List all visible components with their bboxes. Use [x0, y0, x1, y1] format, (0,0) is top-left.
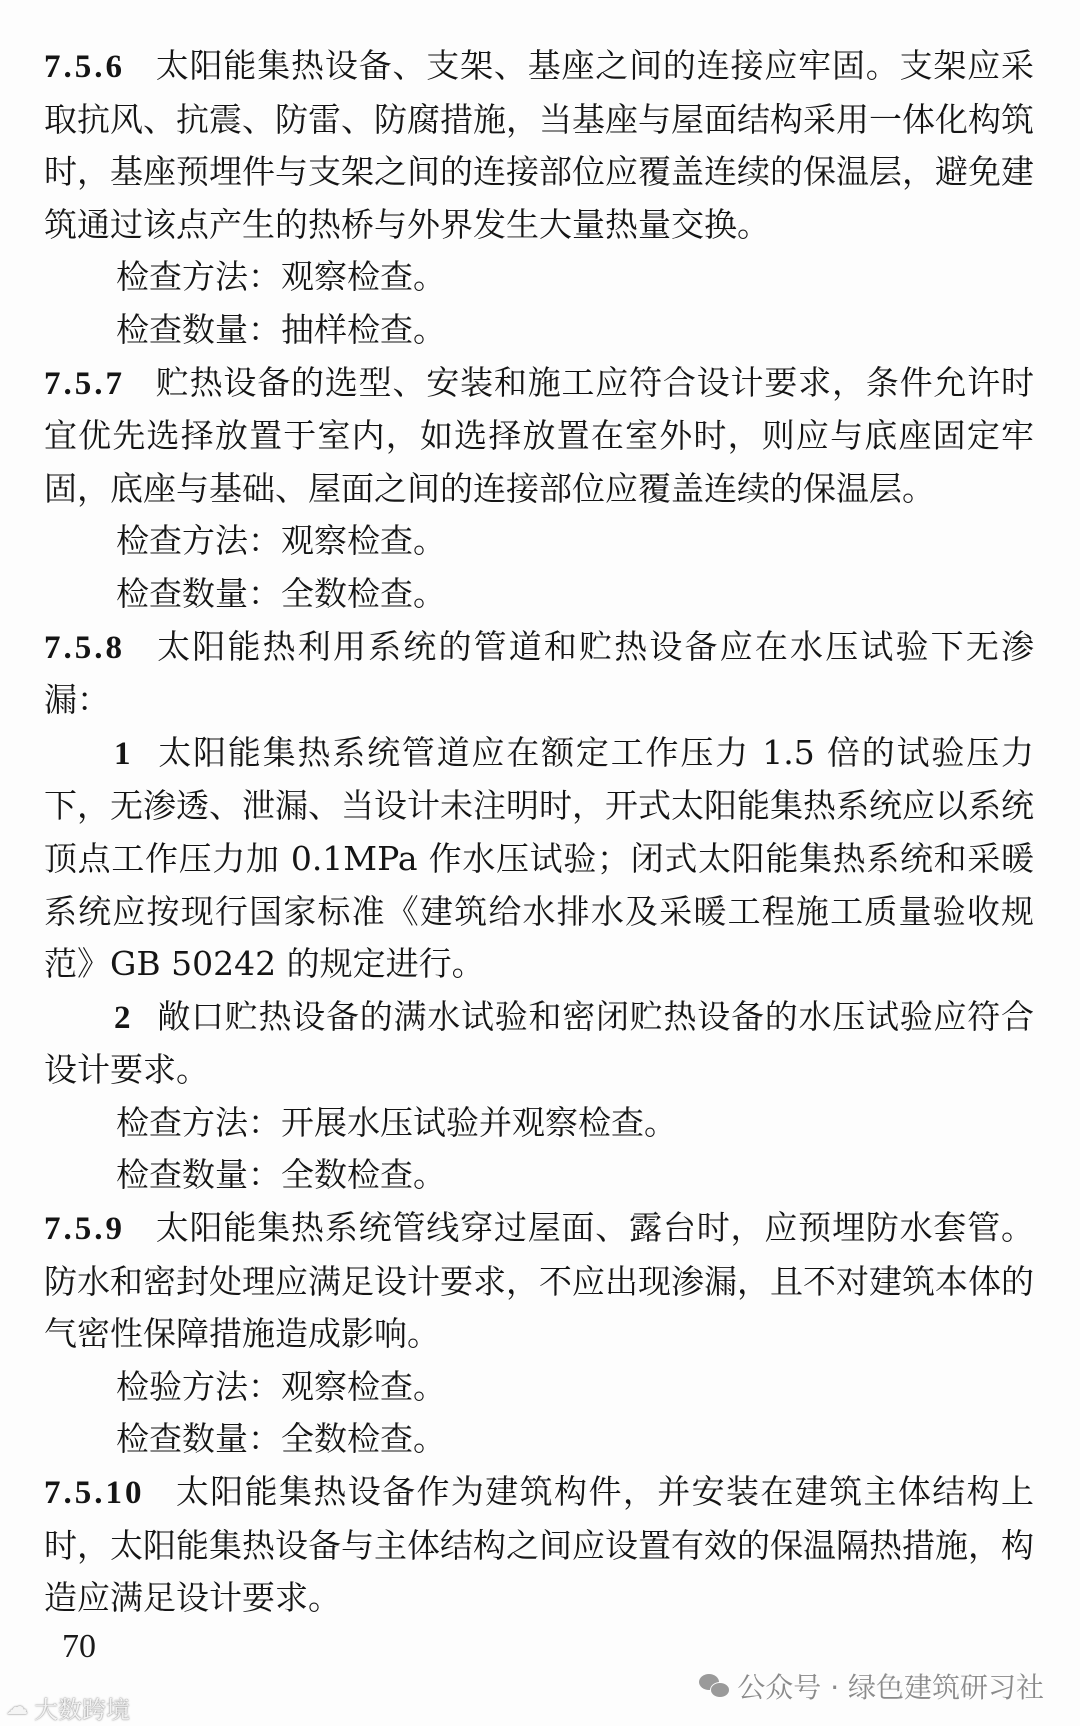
clause-7-5-7	[44, 357, 1034, 516]
item-number: 1	[114, 735, 131, 772]
clause-item-2	[44, 991, 1034, 1097]
clause-7-5-9	[44, 1202, 1034, 1361]
clause-number: 7.5.10	[44, 1475, 145, 1512]
clause-text: 太阳能热利用系统的管道和贮热设备应在水压试验下无渗漏：	[44, 626, 1034, 720]
inspection-quantity: 检查数量：抽样检查。	[116, 309, 446, 349]
watermark-right-text: 公众号 · 绿色建筑研习社	[737, 1671, 1044, 1704]
inspection-method: 检查方法：观察检查。	[116, 257, 446, 297]
inspection-quantity: 检查数量：全数检查。	[116, 1419, 446, 1459]
item-text: 太阳能集热系统管道应在额定工作压力 1.5 倍的试验压力下，无渗透、泄漏、当设计未注明时，开式太阳能集热系统应以系统顶点工作压力加 0.1MPa 作水压试验；闭式太阳能集热系统和采暖系统应按现行国家标准《建筑给水排水及采暖工程施工质量验收规范》GB 50242 的规定进行。	[44, 732, 1034, 984]
watermark-logo-icon: ☁	[6, 1695, 28, 1720]
clause-text: 太阳能集热系统管线穿过屋面、露台时，应预埋防水套管。防水和密封处理应满足设计要求，不应出现渗漏，且不对建筑本体的气密性保障措施造成影响。	[44, 1208, 1034, 1354]
inspection-method: 检查方法：开展水压试验并观察检查。	[116, 1102, 677, 1142]
clause-number: 7.5.8	[44, 629, 125, 666]
watermark-right	[699, 1666, 1044, 1706]
page-number: 70	[62, 1628, 96, 1665]
inspection-method: 检查方法：观察检查。	[116, 521, 446, 561]
clause-text: 太阳能集热设备作为建筑构件，并安装在建筑主体结构上时，太阳能集热设备与主体结构之间应设置有效的保温隔热措施，构造应满足设计要求。	[44, 1472, 1034, 1618]
inspection-method: 检验方法：观察检查。	[116, 1366, 446, 1406]
watermark-left	[6, 1690, 130, 1725]
clause-number: 7.5.6	[44, 49, 125, 85]
item-text: 敞口贮热设备的满水试验和密闭贮热设备的水压试验应符合设计要求。	[44, 996, 1034, 1090]
wechat-icon	[699, 1674, 729, 1698]
clause-number: 7.5.9	[44, 1211, 125, 1248]
watermark-left-text: 大数跨境	[34, 1696, 130, 1724]
clause-text: 太阳能集热设备、支架、基座之间的连接应牢固。支架应采取抗风、抗震、防雷、防腐措施，当基座与屋面结构采用一体化构筑时，基座预埋件与支架之间的连接部位应覆盖连续的保温层，避免建筑通过该点产生的热桥与外界发生大量热量交换。	[44, 46, 1034, 244]
clause-item-1	[44, 727, 1034, 991]
inspection-quantity: 检查数量：全数检查。	[116, 573, 446, 613]
clause-7-5-10	[44, 1466, 1034, 1625]
inspection-quantity: 检查数量：全数检查。	[116, 1155, 446, 1195]
clause-7-5-6	[44, 40, 1034, 251]
clause-number: 7.5.7	[44, 365, 125, 402]
clause-text: 贮热设备的选型、安装和施工应符合设计要求，条件允许时宜优先选择放置于室内，如选择放置在室外时，则应与底座固定牢固，底座与基础、屋面之间的连接部位应覆盖连续的保温层。	[44, 362, 1034, 508]
document-body	[44, 40, 1034, 1625]
clause-7-5-8	[44, 621, 1034, 727]
item-number: 2	[114, 999, 131, 1036]
